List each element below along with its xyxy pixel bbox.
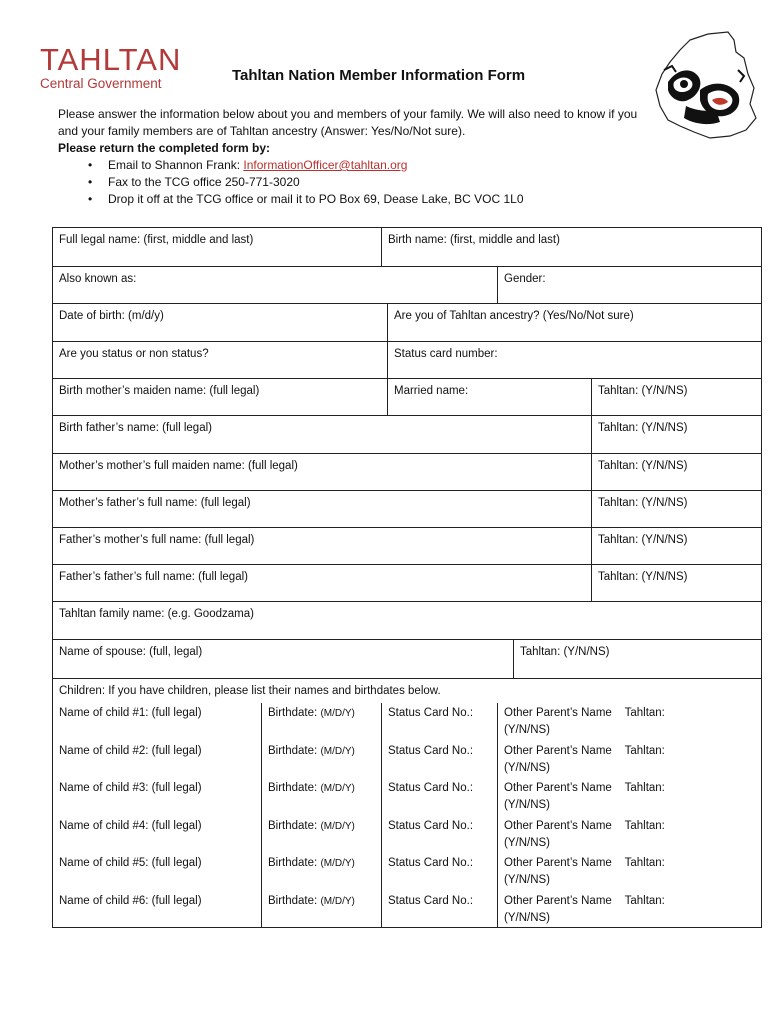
child-other-parent-field[interactable] bbox=[497, 741, 761, 779]
child-row bbox=[53, 741, 761, 779]
tahltan-label: Tahltan: (Y/N/NS) bbox=[598, 460, 688, 472]
married-name-label: Married name: bbox=[394, 385, 469, 397]
child-row bbox=[53, 816, 761, 854]
ff-tahltan-field[interactable] bbox=[591, 565, 761, 601]
child-name-field[interactable] bbox=[53, 741, 261, 779]
email-label: Email to Shannon Frank: bbox=[108, 158, 244, 172]
child-other-parent-field[interactable] bbox=[497, 816, 761, 854]
birthdate-format: (M/D/Y) bbox=[320, 745, 355, 757]
mf-name-label: Mother’s father’s full name: (full legal) bbox=[59, 497, 251, 509]
child-birthdate-field[interactable] bbox=[261, 853, 381, 891]
child-name-label: Name of child #5: (full legal) bbox=[59, 857, 202, 869]
row-ff bbox=[53, 565, 761, 602]
mf-tahltan-field[interactable] bbox=[591, 491, 761, 527]
child-row bbox=[53, 778, 761, 816]
row-mother bbox=[53, 379, 761, 416]
child-status-card-field[interactable] bbox=[381, 853, 497, 891]
tahltan-label: Tahltan: (Y/N/NS) bbox=[598, 422, 688, 434]
child-birthdate-field[interactable] bbox=[261, 891, 381, 928]
intro-text: Please answer the information below about you and members of your family. We will also need to know if you and your family members are of Tahltan ancestry (Answer: Yes/No/Not sure). bbox=[58, 107, 638, 138]
row-fm bbox=[53, 528, 761, 565]
father-name-field[interactable] bbox=[53, 416, 591, 453]
child-row bbox=[53, 891, 761, 929]
gender-field[interactable] bbox=[497, 267, 761, 303]
children-heading-text: Children: If you have children, please list their names and birthdates below. bbox=[59, 685, 441, 697]
fm-name-label: Father’s mother’s full name: (full legal) bbox=[59, 534, 255, 546]
birthdate-format: (M/D/Y) bbox=[320, 708, 355, 719]
ynns-label: (Y/N/NS) bbox=[504, 874, 550, 886]
return-method-fax: • Fax to the TCG office 250-771-3020 bbox=[58, 174, 658, 191]
logo-wordmark: TAHLTAN bbox=[40, 42, 182, 77]
tahltan-territory-map-icon bbox=[650, 30, 762, 142]
birthdate-label: Birthdate: bbox=[268, 744, 318, 757]
child-tahltan-label: Tahltan: bbox=[624, 744, 665, 757]
full-legal-name-label: Full legal name: (first, middle and last) bbox=[59, 234, 254, 246]
row-aka bbox=[53, 267, 761, 304]
status-card-no-label: Status Card No.: bbox=[388, 782, 474, 794]
ff-name-label: Father’s father’s full name: (full legal) bbox=[59, 571, 248, 583]
child-other-parent-field[interactable] bbox=[497, 778, 761, 816]
mm-name-field[interactable] bbox=[53, 454, 591, 490]
spouse-field[interactable] bbox=[53, 640, 513, 678]
child-tahltan-label: Tahltan: bbox=[624, 894, 665, 907]
other-parent-label: Other Parent’s Name bbox=[504, 707, 612, 719]
child-name-label: Name of child #2: (full legal) bbox=[59, 744, 202, 757]
row-names bbox=[53, 228, 761, 267]
birthdate-format: (M/D/Y) bbox=[320, 820, 355, 832]
other-parent-label: Other Parent’s Name bbox=[504, 744, 612, 757]
ynns-label: (Y/N/NS) bbox=[504, 911, 550, 924]
status-label: Are you status or non status? bbox=[59, 348, 209, 360]
other-parent-label: Other Parent’s Name bbox=[504, 782, 612, 794]
row-dob bbox=[53, 304, 761, 342]
tahltan-label: Tahltan: (Y/N/NS) bbox=[598, 571, 688, 583]
return-method-mail: • Drop it off at the TCG office or mail it to PO Box 69, Dease Lake, BC VOC 1L0 bbox=[58, 191, 658, 208]
tahltan-logo bbox=[40, 44, 181, 92]
child-status-card-field[interactable] bbox=[381, 703, 497, 741]
status-card-no-label: Status Card No.: bbox=[388, 707, 474, 719]
child-birthdate-field[interactable] bbox=[261, 816, 381, 854]
row-mm bbox=[53, 454, 761, 491]
child-name-label: Name of child #3: (full legal) bbox=[59, 782, 202, 794]
child-name-field[interactable] bbox=[53, 853, 261, 891]
birthdate-format: (M/D/Y) bbox=[320, 895, 355, 907]
child-birthdate-field[interactable] bbox=[261, 741, 381, 779]
row-father bbox=[53, 416, 761, 454]
status-card-no-label: Status Card No.: bbox=[388, 744, 474, 757]
child-status-card-field[interactable] bbox=[381, 816, 497, 854]
child-status-card-field[interactable] bbox=[381, 891, 497, 928]
ff-name-field[interactable] bbox=[53, 565, 591, 601]
tahltan-label: Tahltan: (Y/N/NS) bbox=[598, 534, 688, 546]
full-legal-name-field[interactable] bbox=[53, 228, 381, 266]
child-tahltan-label: Tahltan: bbox=[624, 857, 665, 869]
child-status-card-field[interactable] bbox=[381, 741, 497, 779]
fm-name-field[interactable] bbox=[53, 528, 591, 564]
spouse-tahltan-field[interactable] bbox=[513, 640, 761, 678]
birthdate-label: Birthdate: bbox=[268, 782, 318, 794]
status-card-no-label: Status Card No.: bbox=[388, 894, 474, 907]
instructions bbox=[58, 106, 658, 208]
mm-name-label: Mother’s mother’s full maiden name: (full legal) bbox=[59, 460, 298, 472]
status-card-no-label: Status Card No.: bbox=[388, 857, 474, 869]
row-mf bbox=[53, 491, 761, 528]
mother-maiden-field[interactable] bbox=[53, 379, 387, 415]
child-row bbox=[53, 853, 761, 891]
also-known-as-label: Also known as: bbox=[59, 273, 137, 285]
other-parent-label: Other Parent’s Name bbox=[504, 819, 612, 832]
child-name-field[interactable] bbox=[53, 816, 261, 854]
child-name-label: Name of child #1: (full legal) bbox=[59, 707, 202, 719]
child-tahltan-label: Tahltan: bbox=[624, 707, 665, 719]
status-field[interactable] bbox=[53, 342, 387, 378]
row-spouse bbox=[53, 640, 761, 679]
fm-tahltan-field[interactable] bbox=[591, 528, 761, 564]
tahltan-label: Tahltan: (Y/N/NS) bbox=[598, 385, 688, 397]
also-known-as-field[interactable] bbox=[53, 267, 497, 303]
return-method-email bbox=[58, 157, 658, 174]
child-tahltan-label: Tahltan: bbox=[624, 819, 665, 832]
ynns-label: (Y/N/NS) bbox=[504, 761, 550, 774]
mother-maiden-label: Birth mother’s maiden name: (full legal) bbox=[59, 385, 260, 397]
child-name-field[interactable] bbox=[53, 778, 261, 816]
spouse-tahltan-label: Tahltan: (Y/N/NS) bbox=[520, 646, 610, 658]
child-name-label: Name of child #6: (full legal) bbox=[59, 894, 202, 907]
return-label: Please return the completed form by: bbox=[58, 141, 271, 155]
birth-name-label: Birth name: (first, middle and last) bbox=[388, 234, 560, 246]
other-parent-label: Other Parent’s Name bbox=[504, 857, 612, 869]
ynns-label: (Y/N/NS) bbox=[504, 836, 550, 849]
child-name-label: Name of child #4: (full legal) bbox=[59, 819, 202, 832]
ynns-label: (Y/N/NS) bbox=[504, 799, 550, 811]
child-tahltan-label: Tahltan: bbox=[624, 782, 665, 794]
birthdate-format: (M/D/Y) bbox=[320, 783, 355, 794]
child-row bbox=[53, 703, 761, 741]
other-parent-label: Other Parent’s Name bbox=[504, 894, 612, 907]
mf-name-field[interactable] bbox=[53, 491, 591, 527]
mother-tahltan-field[interactable] bbox=[591, 379, 761, 415]
child-other-parent-field[interactable] bbox=[497, 853, 761, 891]
dob-field[interactable] bbox=[53, 304, 387, 341]
birthdate-label: Birthdate: bbox=[268, 857, 318, 869]
ancestry-label: Are you of Tahltan ancestry? (Yes/No/Not sure) bbox=[394, 310, 634, 322]
row-family-name bbox=[53, 602, 761, 640]
birthdate-label: Birthdate: bbox=[268, 707, 318, 719]
tahltan-label: Tahltan: (Y/N/NS) bbox=[598, 497, 688, 509]
email-link[interactable]: InformationOfficer@tahltan.org bbox=[243, 158, 408, 172]
father-tahltan-field[interactable] bbox=[591, 416, 761, 453]
return-methods-list bbox=[58, 157, 658, 208]
family-name-field[interactable] bbox=[53, 602, 761, 639]
children-heading bbox=[53, 679, 761, 703]
child-name-field[interactable] bbox=[53, 703, 261, 741]
child-birthdate-field[interactable] bbox=[261, 703, 381, 741]
status-card-field[interactable] bbox=[387, 342, 761, 378]
father-name-label: Birth father’s name: (full legal) bbox=[59, 422, 212, 434]
ancestry-field[interactable] bbox=[387, 304, 761, 341]
family-name-label: Tahltan family name: (e.g. Goodzama) bbox=[59, 608, 254, 620]
row-status bbox=[53, 342, 761, 379]
status-card-label: Status card number: bbox=[394, 348, 498, 360]
married-name-field[interactable] bbox=[387, 379, 591, 415]
status-card-no-label: Status Card No.: bbox=[388, 819, 474, 832]
child-birthdate-field[interactable] bbox=[261, 778, 381, 816]
child-name-field[interactable] bbox=[53, 891, 261, 928]
birthdate-label: Birthdate: bbox=[268, 894, 318, 907]
children-table bbox=[53, 703, 761, 928]
form-title: Tahltan Nation Member Information Form bbox=[232, 67, 526, 84]
child-other-parent-field[interactable] bbox=[497, 891, 761, 928]
mm-tahltan-field[interactable] bbox=[591, 454, 761, 490]
dob-label: Date of birth: (m/d/y) bbox=[59, 310, 164, 322]
child-status-card-field[interactable] bbox=[381, 778, 497, 816]
child-other-parent-field[interactable] bbox=[497, 703, 761, 741]
spouse-label: Name of spouse: (full, legal) bbox=[59, 646, 203, 658]
gender-label: Gender: bbox=[504, 273, 546, 285]
logo-subtitle: Central Government bbox=[40, 76, 162, 91]
birthdate-label: Birthdate: bbox=[268, 819, 318, 832]
birthdate-format: (M/D/Y) bbox=[320, 858, 355, 869]
member-form bbox=[52, 227, 762, 928]
birth-name-field[interactable] bbox=[381, 228, 761, 266]
ynns-label: (Y/N/NS) bbox=[504, 724, 550, 736]
